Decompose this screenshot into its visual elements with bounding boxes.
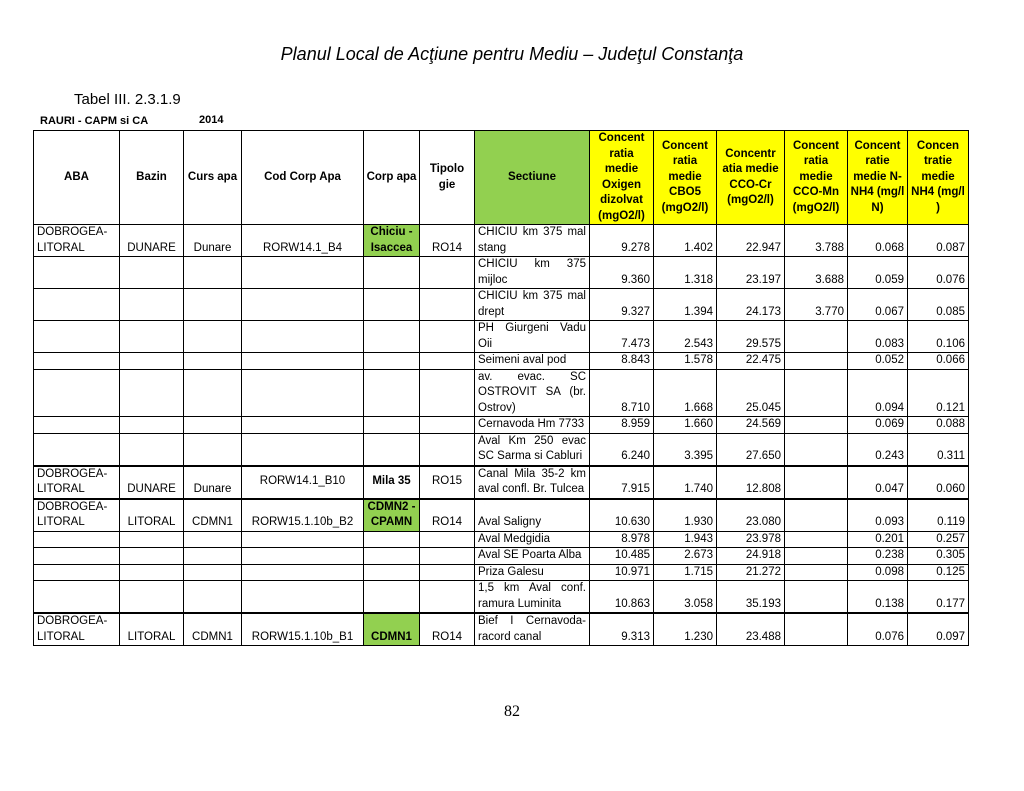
cell-cod-corp-apa xyxy=(242,353,364,370)
cell-aba: DOBROGEA- LITORAL xyxy=(34,225,120,257)
cell-n-nh4: 0.093 xyxy=(848,499,908,532)
table-row xyxy=(34,466,969,499)
cell-oxigen-dizolvat: 8.978 xyxy=(590,531,654,548)
cell-bazin xyxy=(120,289,184,321)
cell-cco-cr: 23.978 xyxy=(717,531,785,548)
cell-oxigen-dizolvat: 9.313 xyxy=(590,613,654,646)
cell-cod-corp-apa xyxy=(242,289,364,321)
cell-tipologie: RO14 xyxy=(420,499,475,532)
table-subtitle-year: 2014 xyxy=(199,114,224,126)
cell-cbo5: 1.402 xyxy=(654,225,717,257)
cell-nh4: 0.085 xyxy=(908,289,969,321)
table-row xyxy=(34,353,969,370)
cell-nh4: 0.066 xyxy=(908,353,969,370)
cell-cod-corp-apa: RORW15.1.10b_B2 xyxy=(242,499,364,532)
cell-curs-apa xyxy=(184,289,242,321)
cell-cco-mn xyxy=(785,581,848,614)
cell-oxigen-dizolvat: 9.278 xyxy=(590,225,654,257)
cell-nh4: 0.177 xyxy=(908,581,969,614)
cell-cbo5: 1.230 xyxy=(654,613,717,646)
cell-aba xyxy=(34,289,120,321)
table-row xyxy=(34,564,969,581)
cell-nh4: 0.106 xyxy=(908,321,969,353)
cell-corp-apa xyxy=(364,548,420,565)
cell-aba xyxy=(34,564,120,581)
cell-bazin xyxy=(120,369,184,417)
cell-tipologie xyxy=(420,353,475,370)
cell-sectiune: CHICIU km 375 mal drept xyxy=(475,289,590,321)
cell-n-nh4: 0.138 xyxy=(848,581,908,614)
cell-corp-apa xyxy=(364,257,420,289)
table-header-row xyxy=(34,131,969,225)
cell-cod-corp-apa xyxy=(242,417,364,434)
cell-oxigen-dizolvat: 10.971 xyxy=(590,564,654,581)
cell-cco-cr: 23.080 xyxy=(717,499,785,532)
cell-bazin: DUNARE xyxy=(120,225,184,257)
table-row xyxy=(34,321,969,353)
cell-cco-cr: 22.947 xyxy=(717,225,785,257)
cell-cco-mn xyxy=(785,353,848,370)
cell-oxigen-dizolvat: 10.485 xyxy=(590,548,654,565)
cell-cbo5: 2.543 xyxy=(654,321,717,353)
cell-cco-cr: 12.808 xyxy=(717,466,785,499)
cell-bazin xyxy=(120,321,184,353)
cell-bazin: LITORAL xyxy=(120,499,184,532)
header-n-nh4: Concent ratie medie N-NH4 (mg/l N) xyxy=(848,131,908,225)
header-oxigen-dizolvat: Concent ratia medie Oxigen dizolvat (mgO2/l) xyxy=(590,131,654,225)
cell-tipologie: RO14 xyxy=(420,613,475,646)
table-row xyxy=(34,581,969,614)
cell-tipologie xyxy=(420,548,475,565)
cell-n-nh4: 0.238 xyxy=(848,548,908,565)
cell-sectiune: Cernavoda Hm 7733 xyxy=(475,417,590,434)
header-cbo5: Concent ratia medie CBO5 (mgO2/l) xyxy=(654,131,717,225)
cell-nh4: 0.119 xyxy=(908,499,969,532)
cell-cod-corp-apa xyxy=(242,321,364,353)
cell-curs-apa: CDMN1 xyxy=(184,499,242,532)
cell-cod-corp-apa xyxy=(242,433,364,466)
cell-cod-corp-apa: RORW15.1.10b_B1 xyxy=(242,613,364,646)
table-row xyxy=(34,289,969,321)
cell-sectiune: Priza Galesu xyxy=(475,564,590,581)
cell-cbo5: 2.673 xyxy=(654,548,717,565)
cell-curs-apa xyxy=(184,531,242,548)
cell-tipologie xyxy=(420,369,475,417)
cell-cbo5: 1.715 xyxy=(654,564,717,581)
cell-cco-mn xyxy=(785,564,848,581)
cell-aba: DOBROGEA- LITORAL xyxy=(34,613,120,646)
table-label: Tabel III. 2.3.1.9 xyxy=(74,91,181,108)
cell-tipologie: RO14 xyxy=(420,225,475,257)
cell-cco-mn xyxy=(785,321,848,353)
cell-n-nh4: 0.094 xyxy=(848,369,908,417)
cell-nh4: 0.076 xyxy=(908,257,969,289)
table-subtitle-source: RAURI - CAPM si CA xyxy=(40,115,149,127)
table-row xyxy=(34,613,969,646)
cell-sectiune: 1,5 km Aval conf. ramura Luminita xyxy=(475,581,590,614)
header-cco-mn: Concent ratia medie CCO-Mn (mgO2/l) xyxy=(785,131,848,225)
cell-cbo5: 1.394 xyxy=(654,289,717,321)
cell-sectiune: Aval Saligny xyxy=(475,499,590,532)
document-title: Planul Local de Acţiune pentru Mediu – Judeţul Constanţa xyxy=(280,44,744,64)
cell-curs-apa xyxy=(184,321,242,353)
cell-bazin xyxy=(120,548,184,565)
cell-cbo5: 3.058 xyxy=(654,581,717,614)
cell-cco-mn xyxy=(785,466,848,499)
cell-aba xyxy=(34,417,120,434)
cell-cco-cr: 23.197 xyxy=(717,257,785,289)
cell-n-nh4: 0.068 xyxy=(848,225,908,257)
cell-corp-apa xyxy=(364,564,420,581)
header-nh4: Concen tratie medie NH4 (mg/l ) xyxy=(908,131,969,225)
cell-tipologie xyxy=(420,564,475,581)
cell-curs-apa xyxy=(184,433,242,466)
cell-tipologie xyxy=(420,433,475,466)
cell-corp-apa xyxy=(364,289,420,321)
cell-bazin xyxy=(120,417,184,434)
header-curs-apa: Curs apa xyxy=(184,131,242,225)
cell-nh4: 0.060 xyxy=(908,466,969,499)
cell-cco-cr: 35.193 xyxy=(717,581,785,614)
cell-cco-cr: 25.045 xyxy=(717,369,785,417)
cell-cco-cr: 22.475 xyxy=(717,353,785,370)
cell-cco-cr: 23.488 xyxy=(717,613,785,646)
cell-n-nh4: 0.069 xyxy=(848,417,908,434)
table-row xyxy=(34,531,969,548)
cell-tipologie: RO15 xyxy=(420,466,475,499)
cell-cbo5: 3.395 xyxy=(654,433,717,466)
cell-cod-corp-apa xyxy=(242,531,364,548)
header-tipologie: Tipolo gie xyxy=(420,131,475,225)
cell-cod-corp-apa xyxy=(242,581,364,614)
cell-aba xyxy=(34,353,120,370)
cell-oxigen-dizolvat: 7.915 xyxy=(590,466,654,499)
cell-curs-apa xyxy=(184,369,242,417)
cell-aba xyxy=(34,581,120,614)
cell-corp-apa: Chiciu - Isaccea xyxy=(364,225,420,257)
cell-cod-corp-apa xyxy=(242,257,364,289)
cell-curs-apa xyxy=(184,417,242,434)
cell-bazin xyxy=(120,531,184,548)
cell-cod-corp-apa xyxy=(242,564,364,581)
cell-bazin xyxy=(120,433,184,466)
page-number: 82 xyxy=(504,703,520,720)
header-corp-apa: Corp apa xyxy=(364,131,420,225)
cell-nh4: 0.088 xyxy=(908,417,969,434)
cell-nh4: 0.087 xyxy=(908,225,969,257)
cell-n-nh4: 0.047 xyxy=(848,466,908,499)
cell-corp-apa xyxy=(364,321,420,353)
cell-corp-apa: CDMN1 xyxy=(364,613,420,646)
cell-bazin xyxy=(120,257,184,289)
cell-n-nh4: 0.076 xyxy=(848,613,908,646)
cell-curs-apa xyxy=(184,257,242,289)
cell-oxigen-dizolvat: 6.240 xyxy=(590,433,654,466)
header-cod-corp-apa: Cod Corp Apa xyxy=(242,131,364,225)
cell-cco-cr: 21.272 xyxy=(717,564,785,581)
cell-corp-apa xyxy=(364,581,420,614)
cell-oxigen-dizolvat: 8.710 xyxy=(590,369,654,417)
cell-cco-mn: 3.688 xyxy=(785,257,848,289)
header-bazin: Bazin xyxy=(120,131,184,225)
cell-aba xyxy=(34,369,120,417)
cell-cco-cr: 27.650 xyxy=(717,433,785,466)
table-row xyxy=(34,433,969,466)
cell-n-nh4: 0.201 xyxy=(848,531,908,548)
cell-cco-cr: 24.569 xyxy=(717,417,785,434)
cell-cco-cr: 24.918 xyxy=(717,548,785,565)
cell-curs-apa: Dunare xyxy=(184,466,242,499)
cell-aba xyxy=(34,548,120,565)
cell-n-nh4: 0.098 xyxy=(848,564,908,581)
cell-bazin: LITORAL xyxy=(120,613,184,646)
cell-nh4: 0.097 xyxy=(908,613,969,646)
cell-tipologie xyxy=(420,581,475,614)
cell-curs-apa: CDMN1 xyxy=(184,613,242,646)
cell-cod-corp-apa: RORW14.1_B10 xyxy=(242,466,364,499)
cell-n-nh4: 0.067 xyxy=(848,289,908,321)
header-aba: ABA xyxy=(34,131,120,225)
cell-oxigen-dizolvat: 9.327 xyxy=(590,289,654,321)
cell-oxigen-dizolvat: 10.863 xyxy=(590,581,654,614)
cell-aba xyxy=(34,321,120,353)
cell-aba: DOBROGEA- LITORAL xyxy=(34,466,120,499)
cell-cbo5: 1.578 xyxy=(654,353,717,370)
cell-corp-apa xyxy=(364,531,420,548)
cell-cod-corp-apa: RORW14.1_B4 xyxy=(242,225,364,257)
header-sectiune: Sectiune xyxy=(475,131,590,225)
cell-corp-apa xyxy=(364,433,420,466)
cell-sectiune: av. evac. SC OSTROVIT SA (br. Ostrov) xyxy=(475,369,590,417)
cell-cco-mn xyxy=(785,369,848,417)
cell-nh4: 0.257 xyxy=(908,531,969,548)
cell-n-nh4: 0.083 xyxy=(848,321,908,353)
cell-oxigen-dizolvat: 9.360 xyxy=(590,257,654,289)
table-row xyxy=(34,417,969,434)
table-row xyxy=(34,499,969,532)
cell-nh4: 0.125 xyxy=(908,564,969,581)
cell-cod-corp-apa xyxy=(242,369,364,417)
cell-tipologie xyxy=(420,289,475,321)
cell-n-nh4: 0.243 xyxy=(848,433,908,466)
cell-oxigen-dizolvat: 7.473 xyxy=(590,321,654,353)
cell-cbo5: 1.943 xyxy=(654,531,717,548)
cell-sectiune: Aval Km 250 evac SC Sarma si Cabluri xyxy=(475,433,590,466)
cell-tipologie xyxy=(420,531,475,548)
cell-sectiune: PH Giurgeni Vadu Oii xyxy=(475,321,590,353)
cell-corp-apa: Mila 35 xyxy=(364,466,420,499)
cell-cco-mn xyxy=(785,417,848,434)
cell-nh4: 0.305 xyxy=(908,548,969,565)
cell-aba: DOBROGEA- LITORAL xyxy=(34,499,120,532)
cell-cbo5: 1.660 xyxy=(654,417,717,434)
cell-oxigen-dizolvat: 8.843 xyxy=(590,353,654,370)
cell-cco-mn xyxy=(785,531,848,548)
cell-cod-corp-apa xyxy=(242,548,364,565)
table-row xyxy=(34,257,969,289)
cell-cco-mn: 3.770 xyxy=(785,289,848,321)
cell-sectiune: Canal Mila 35-2 km aval confl. Br. Tulcea xyxy=(475,466,590,499)
cell-sectiune: CHICIU km 375 mal stang xyxy=(475,225,590,257)
cell-tipologie xyxy=(420,257,475,289)
cell-bazin xyxy=(120,564,184,581)
cell-cbo5: 1.740 xyxy=(654,466,717,499)
cell-cbo5: 1.930 xyxy=(654,499,717,532)
cell-cbo5: 1.318 xyxy=(654,257,717,289)
cell-cco-mn xyxy=(785,433,848,466)
table-row xyxy=(34,548,969,565)
cell-curs-apa xyxy=(184,548,242,565)
cell-oxigen-dizolvat: 8.959 xyxy=(590,417,654,434)
cell-aba xyxy=(34,531,120,548)
cell-bazin xyxy=(120,353,184,370)
cell-n-nh4: 0.059 xyxy=(848,257,908,289)
cell-bazin xyxy=(120,581,184,614)
cell-nh4: 0.121 xyxy=(908,369,969,417)
cell-curs-apa xyxy=(184,353,242,370)
cell-cco-cr: 24.173 xyxy=(717,289,785,321)
cell-oxigen-dizolvat: 10.630 xyxy=(590,499,654,532)
cell-sectiune: CHICIU km 375 mijloc xyxy=(475,257,590,289)
header-cco-cr: Concentr atia medie CCO-Cr (mgO2/l) xyxy=(717,131,785,225)
cell-n-nh4: 0.052 xyxy=(848,353,908,370)
cell-bazin: DUNARE xyxy=(120,466,184,499)
cell-sectiune: Aval SE Poarta Alba xyxy=(475,548,590,565)
cell-curs-apa xyxy=(184,564,242,581)
cell-sectiune: Bief I Cernavoda- racord canal xyxy=(475,613,590,646)
table-row xyxy=(34,369,969,417)
cell-cco-mn xyxy=(785,613,848,646)
cell-cco-mn: 3.788 xyxy=(785,225,848,257)
cell-corp-apa xyxy=(364,353,420,370)
cell-sectiune: Seimeni aval pod xyxy=(475,353,590,370)
cell-cco-mn xyxy=(785,548,848,565)
cell-corp-apa xyxy=(364,417,420,434)
cell-tipologie xyxy=(420,417,475,434)
cell-corp-apa xyxy=(364,369,420,417)
cell-curs-apa: Dunare xyxy=(184,225,242,257)
cell-aba xyxy=(34,257,120,289)
cell-curs-apa xyxy=(184,581,242,614)
cell-cbo5: 1.668 xyxy=(654,369,717,417)
table-row xyxy=(34,225,969,257)
cell-corp-apa: CDMN2 - CPAMN xyxy=(364,499,420,532)
cell-tipologie xyxy=(420,321,475,353)
cell-cco-cr: 29.575 xyxy=(717,321,785,353)
cell-aba xyxy=(34,433,120,466)
cell-nh4: 0.311 xyxy=(908,433,969,466)
water-quality-table xyxy=(33,130,969,646)
cell-cco-mn xyxy=(785,499,848,532)
cell-sectiune: Aval Medgidia xyxy=(475,531,590,548)
